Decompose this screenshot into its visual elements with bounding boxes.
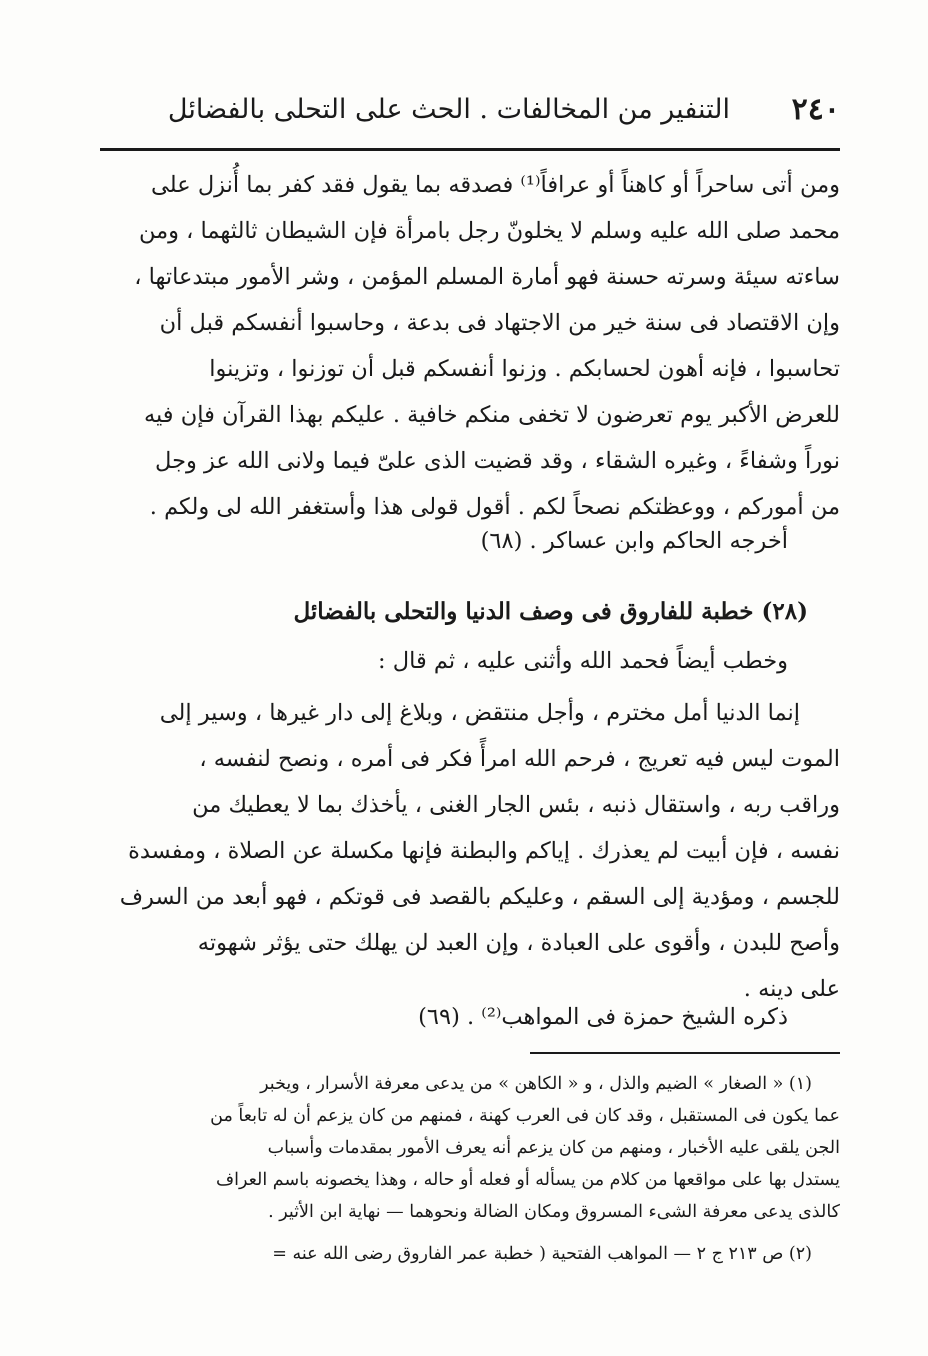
source-citation-68: أخرجه الحاكم وابن عساكر . (٦٨)	[480, 528, 788, 554]
text-line: من أموركم ، ووعظتكم نصحاً لكم . أقول قولى هذا وأستغفر الله لى ولكم .	[149, 494, 840, 520]
text-line: الموت ليس فيه تعريج ، فرحم الله امرأً فكر فى أمره ، ونصح لنفسه ،	[199, 746, 840, 772]
text-line: وراقب ربه ، واستقال ذنبه ، بئس الجار الغنى ، يأخذك بما لا يعطيك من	[192, 792, 840, 818]
text-line: على دينه .	[743, 976, 840, 1002]
footnote-line: الجن يلقى عليه الأخبار ، ومنهم من كان يزعم أنه يعرف الأمور بمقدمات وأسباب	[267, 1138, 840, 1158]
paragraph-2	[100, 690, 840, 1012]
text-line: وإن الاقتصاد فى سنة خير من الاجتهاد فى بدعة ، وحاسبوا أنفسكم قبل أن	[159, 310, 840, 336]
footnote-line: (١) « الصغار » الضيم والذل ، و « الكاهن » من يدعى معرفة الأسرار ، ويخبر	[260, 1074, 812, 1094]
section-heading: (٢٨) خطبة للفاروق فى وصف الدنيا والتحلى بالفضائل	[293, 598, 808, 625]
footnote-line: عما يكون فى المستقبل ، وقد كان فى العرب كهنة ، فمنهم من كان يزعم أن له تابعاً من	[210, 1106, 840, 1126]
header-rule	[100, 148, 840, 151]
footnote-line: يستدل بها على مواقعها من كلام من يسأله أو فعله أو حاله ، وهذا يخصونه باسم العراف	[215, 1170, 840, 1190]
page-number: ٢٤٠	[791, 92, 840, 127]
footnotes	[110, 1068, 840, 1270]
text-line: ومن أتى ساحراً أو كاهناً أو عرافاً⁽¹⁾ فصدقه بما يقول فقد كفر بما أُنزل على	[151, 172, 840, 198]
page-header	[167, 88, 840, 136]
text-line: وأصح للبدن ، وأقوى على العبادة ، وإن العبد لن يهلك حتى يؤثر شهوته	[197, 930, 840, 956]
text-line: نوراً وشفاءً ، وغيره الشقاء ، وقد قضيت الذى علىّ فيما ولانى الله عز وجل	[155, 448, 840, 474]
source-citation-69: ذكره الشيخ حمزة فى المواهب⁽²⁾ . (٦٩)	[418, 1004, 788, 1030]
section-intro: وخطب أيضاً فحمد الله وأثنى عليه ، ثم قال :	[378, 648, 788, 674]
text-line: تحاسبوا ، فإنه أهون لحسابكم . وزنوا أنفسكم قبل أن توزنوا ، وتزينوا	[209, 356, 840, 382]
text-line: للعرض الأكبر يوم تعرضون لا تخفى منكم خافية . عليكم بهذا القرآن فإن فيه	[143, 402, 840, 428]
text-line: محمد صلى الله عليه وسلم لا يخلونّ رجل بامرأة فإن الشيطان ثالثهما ، ومن	[138, 218, 840, 244]
footnote-line: كالذى يدعى معرفة الشىء المسروق ومكان الضالة ونحوهما — نهاية ابن الأثير .	[268, 1202, 840, 1222]
running-title: التنفير من المخالفات . الحث على التحلى بالفضائل	[167, 94, 730, 125]
footnote-rule	[530, 1052, 840, 1054]
text-line: إنما الدنيا أمل مخترم ، وأجل منتقض ، وبلاغ إلى دار غيرها ، وسير إلى	[159, 700, 800, 726]
text-line: نفسه ، فإن أبيت لم يعذرك . إياكم والبطنة فإنها مكسلة عن الصلاة ، ومفسدة	[128, 838, 840, 864]
text-line: ساءته سيئة وسرته حسنة فهو أمارة المسلم المؤمن ، وشر الأمور مبتدعاتها ،	[134, 264, 840, 290]
footnote-2: (٢) ص ٢١٣ ج ٢ — المواهب الفتحية ( خطبة عمر الفاروق رضى الله عنه =	[272, 1244, 812, 1264]
text-line: للجسم ، ومؤدية إلى السقم ، وعليكم بالقصد فى قوتكم ، فهو أبعد من السرف	[119, 884, 840, 910]
paragraph-1	[100, 162, 840, 530]
